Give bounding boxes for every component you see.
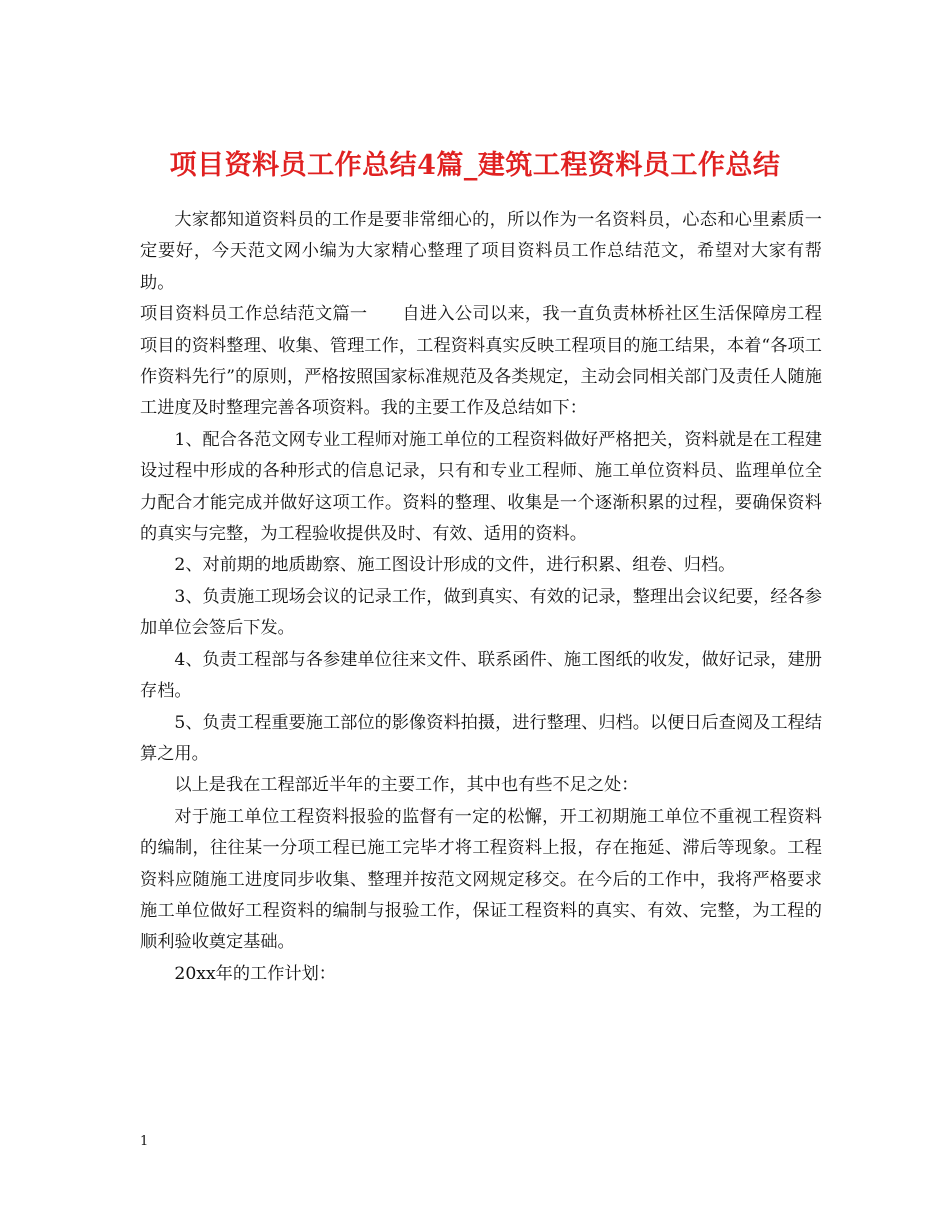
paragraph-item-3: 3、负责施工现场会议的记录工作，做到真实、有效的记录，整理出会议纪要，经各参加单位会签后下发。 (140, 586, 822, 639)
paragraph-shortcomings: 对于施工单位工程资料报验的监督有一定的松懈，开工初期施工单位不重视工程资料的编制，往往某一分项工程已施工完毕才将工程资料上报，存在拖延、滞后等现象。工程资料应随施工进度同步收集、整理并按范文网规定移交。在今后的工作中，我将严格要求施工单位做好工程资料的编制与报验工作，保证工程资料的真实、有效、完整，为工程的顺利验收奠定基础。 (140, 806, 822, 953)
paragraph-intro: 大家都知道资料员的工作是要非常细心的，所以作为一名资料员，心态和心里素质一定要好，今天范文网小编为大家精心整理了项目资料员工作总结范文，希望对大家有帮助。 (140, 210, 822, 293)
paragraph-item-2: 2、对前期的地质勘察、施工图设计形成的文件，进行积累、组卷、归档。 (174, 555, 736, 576)
page-number: 1 (140, 1134, 149, 1149)
paragraph-item-1: 1、配合各范文网专业工程师对施工单位的工程资料做好严格把关，资料就是在工程建设过程中形成的各种形式的信息记录，只有和专业工程师、施工单位资料员、监理单位全力配合才能完成并做好这项工作。资料的整理、收集是一个逐渐积累的过程，要确保资料的真实与完整，为工程验收提供及时、有效、适用的资料。 (140, 429, 822, 545)
paragraph-work-plan: 20xx年的工作计划： (174, 963, 336, 984)
paragraph-section-one: 项目资料员工作总结范文篇一 自进入公司以来，我一直负责林桥社区生活保障房工程项目的资料整理、收集、管理工作，工程资料真实反映工程项目的施工结果，本着“各项工作资料先行”的原则，严格按照国家标准规范及各类规定，主动会同相关部门及责任人随施工进度及时整理完善各项资料。我的主要工作及总结如下： (140, 304, 822, 419)
document-title: 项目资料员工作总结4篇_建筑工程资料员工作总结 (169, 150, 781, 182)
paragraph-shortcomings-intro: 以上是我在工程部近半年的主要工作，其中也有些不足之处： (174, 775, 639, 796)
paragraph-item-5: 5、负责工程重要施工部位的影像资料拍摄，进行整理、归档。以便日后查阅及工程结算之用。 (140, 712, 822, 764)
paragraph-item-4: 4、负责工程部与各参建单位往来文件、联系函件、施工图纸的收发，做好记录，建册存档。 (140, 649, 822, 702)
document-body (140, 205, 822, 990)
